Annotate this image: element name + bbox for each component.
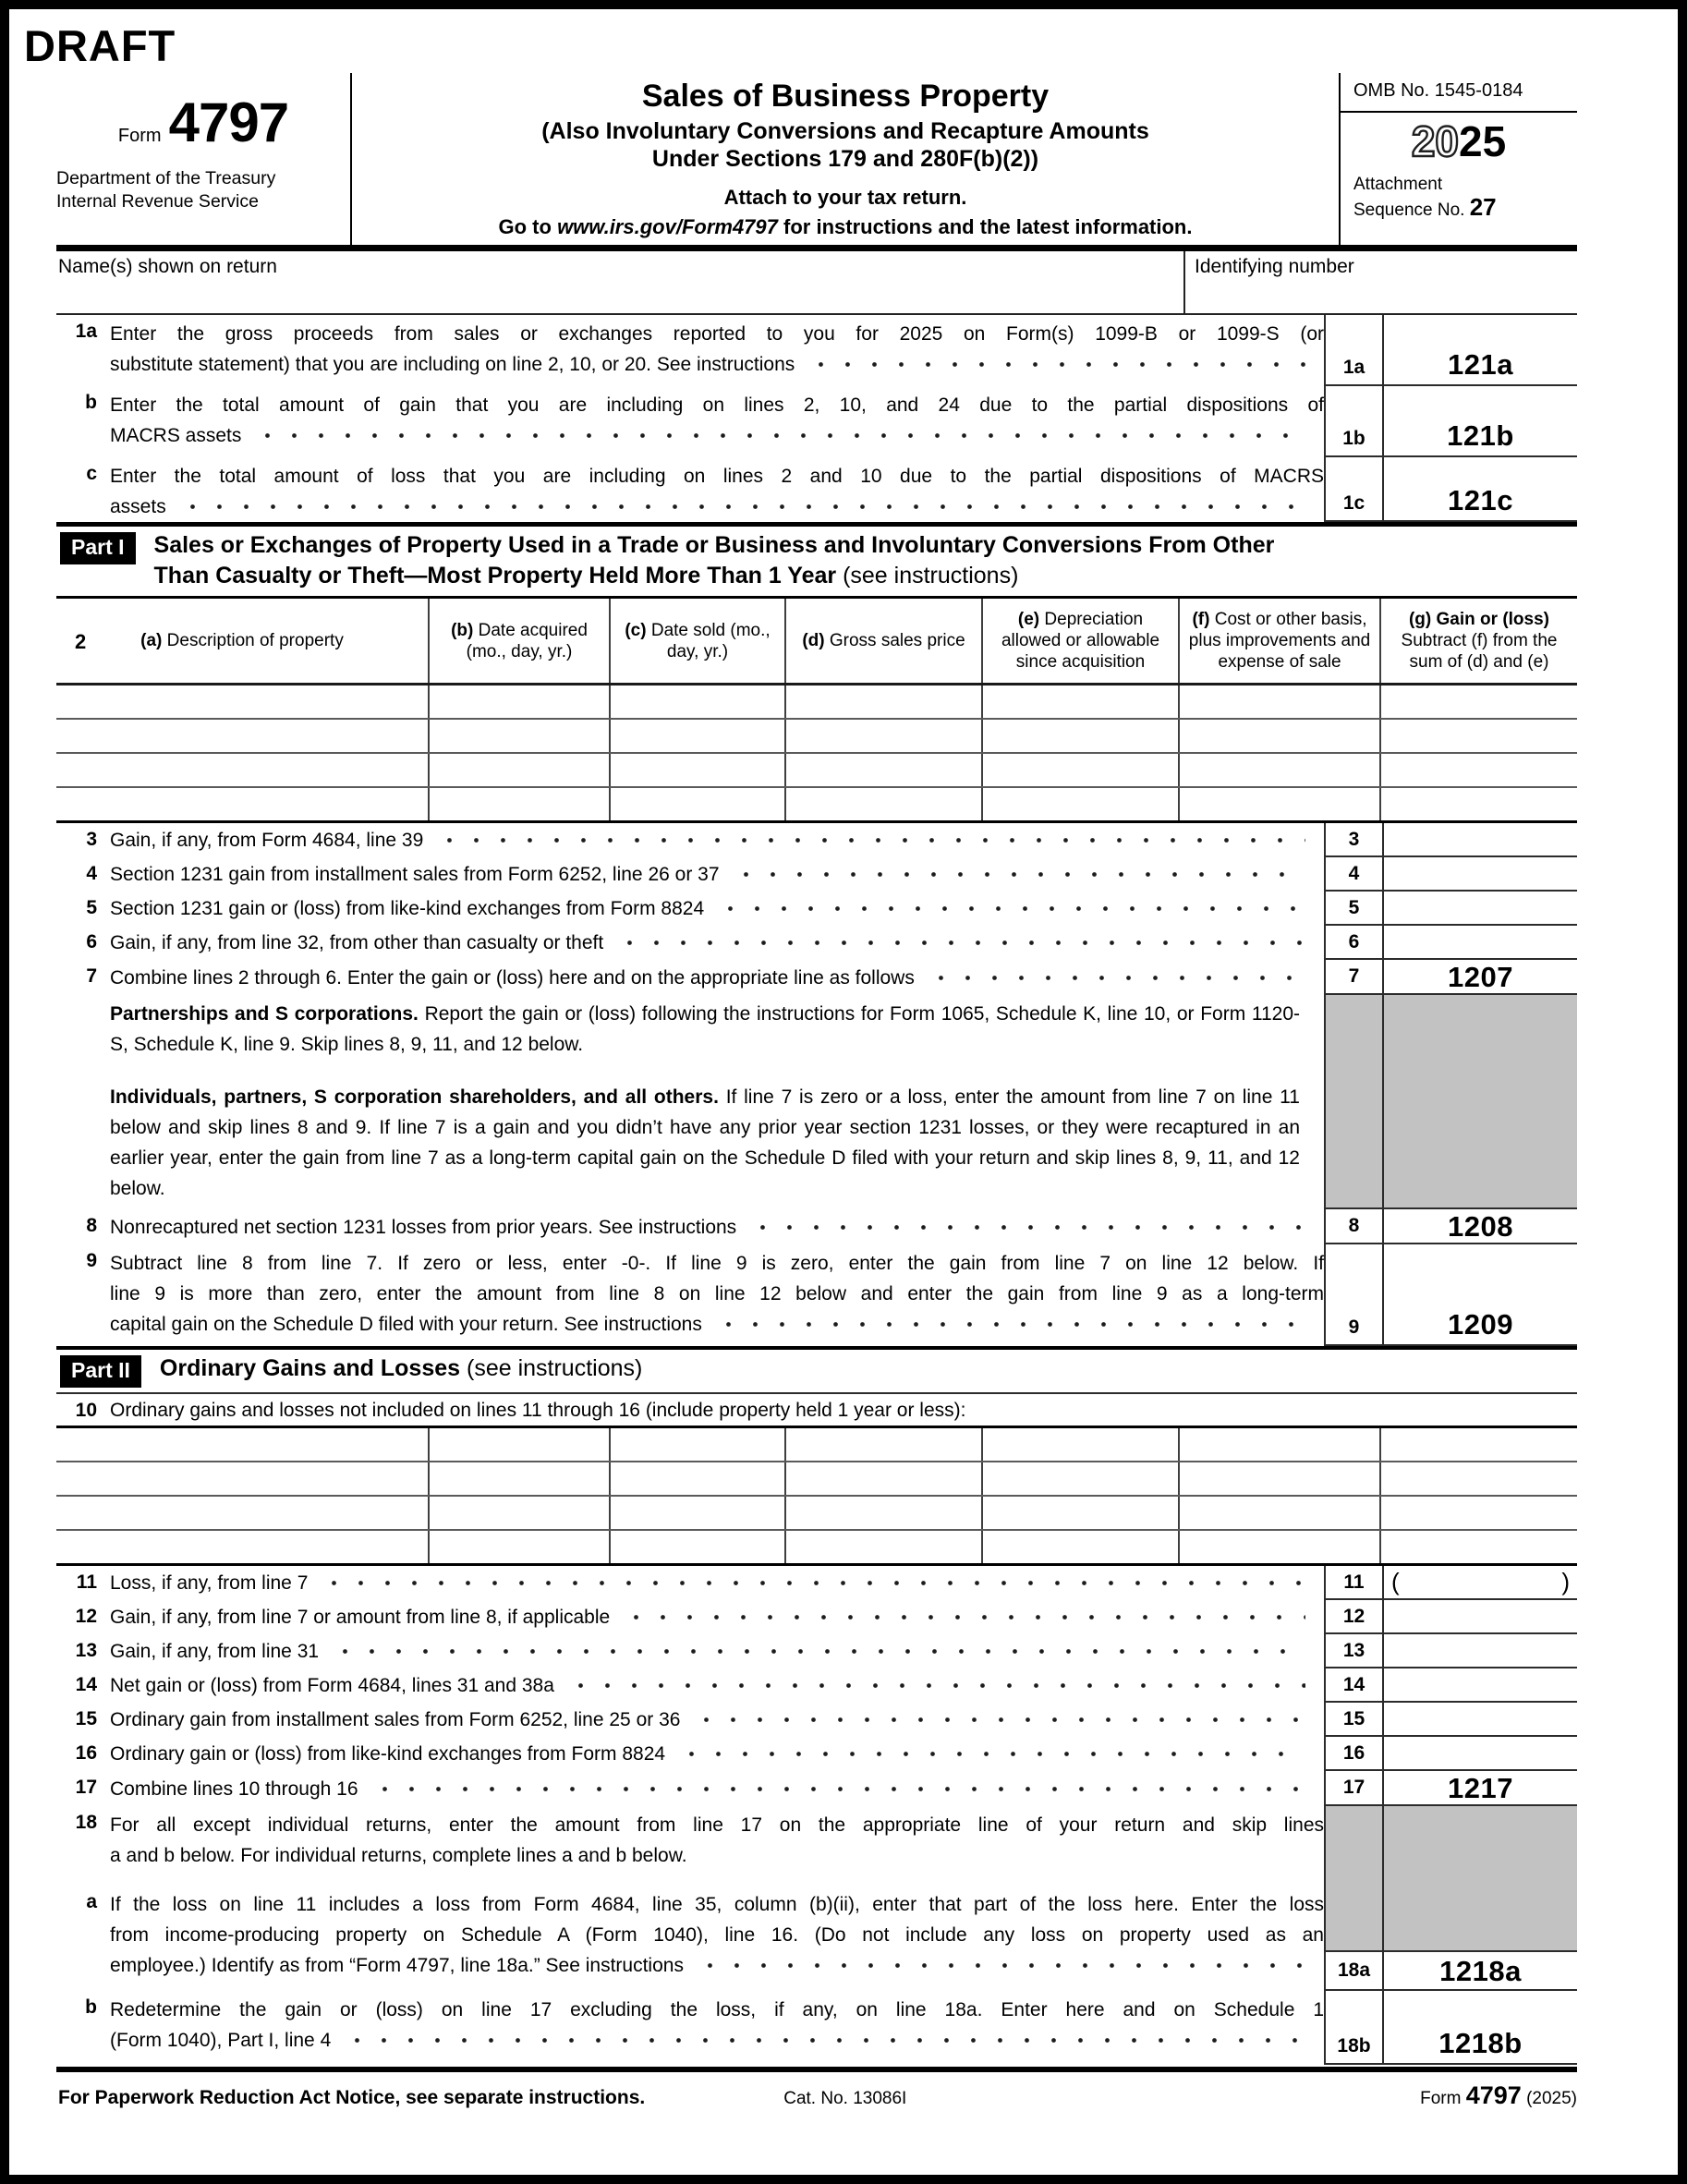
line-2-number: 2 (75, 629, 87, 653)
table-cell[interactable] (785, 1462, 982, 1496)
part1-table-header-row (56, 598, 1577, 685)
line-1c-box-label: 1c (1324, 457, 1382, 522)
part1-property-table (56, 596, 1577, 823)
table-cell[interactable] (982, 719, 1179, 753)
line-1a-text-1: Enter the gross proceeds from sales or exchanges reported to you for 2025 on Form(s) 1099-B or 1099-S (or (110, 323, 1324, 345)
table-cell[interactable] (429, 1530, 610, 1565)
dot-leader (715, 892, 1305, 926)
form-content (56, 73, 1577, 2110)
shaded-box (1382, 995, 1577, 1209)
part1-instruction-block (56, 995, 1577, 1209)
line-number: a (86, 1891, 97, 1912)
line-6-row (56, 926, 1577, 960)
line-16-row (56, 1737, 1577, 1771)
table-cell[interactable] (610, 1530, 785, 1565)
line-1c-text-1: Enter the total amount of loss that you are including on lines 2 and 10 due to the partial dispositions of MACRS (110, 466, 1324, 487)
table-cell[interactable] (610, 685, 785, 720)
line-7-text: Combine lines 2 through 6. Enter the gain or (loss) here and on the appropriate line as follows (110, 960, 1324, 995)
line-10-row (56, 1394, 1577, 1426)
table-cell[interactable] (785, 685, 982, 720)
line-3-text: Gain, if any, from Form 4684, line 39 (110, 823, 1324, 857)
line-number: 6 (86, 931, 97, 952)
table-cell[interactable] (785, 1427, 982, 1462)
shaded-box (1324, 1806, 1382, 1886)
part1-chip: Part I (60, 532, 136, 564)
line-4-amount-box[interactable] (1382, 857, 1577, 892)
line-1a-text-2: substitute statement) that you are including on line 2, 10, or 20. See instructions (110, 349, 1324, 380)
line-1a-value: 121a (1448, 348, 1513, 381)
line-1b-amount-box[interactable] (1382, 386, 1577, 457)
line-number: 7 (86, 965, 97, 987)
part1-table-row (56, 753, 1577, 787)
line-number: 14 (75, 1674, 97, 1695)
sequence-line (1353, 193, 1577, 222)
line-6-amount-box[interactable] (1382, 926, 1577, 960)
form-title-block (352, 73, 1339, 245)
line-16-box-label: 16 (1324, 1737, 1382, 1771)
line-12-box-label: 12 (1324, 1600, 1382, 1634)
table-cell[interactable] (429, 719, 610, 753)
dot-leader (342, 2025, 1305, 2056)
part1-title-line-2: Than Casualty or Theft—Most Property Held More Than 1 Year (see instructions) (153, 563, 1019, 588)
line-5-amount-box[interactable] (1382, 892, 1577, 926)
line-number: 10 (75, 1400, 97, 1421)
line-18a-box-label: 18a (1326, 1950, 1382, 1989)
table-cell[interactable] (982, 1530, 1179, 1565)
line-18b-value: 1218b (1438, 2027, 1523, 2059)
line-16-amount-box[interactable] (1382, 1737, 1577, 1771)
line-17-text: Combine lines 10 through 16 (110, 1771, 1324, 1806)
table-cell[interactable] (1179, 1530, 1380, 1565)
attach-note: Attach to your tax return. (723, 186, 967, 209)
dot-leader (926, 960, 1305, 995)
table-cell[interactable] (1380, 1530, 1577, 1565)
line-15-text: Ordinary gain from installment sales from Form 6252, line 25 or 36 (110, 1703, 1324, 1737)
table-cell[interactable] (1179, 685, 1380, 720)
line-1a-text (110, 315, 1324, 386)
line-1b-value: 121b (1447, 419, 1514, 452)
form-number-line (56, 91, 350, 153)
dot-leader (565, 1668, 1305, 1703)
table-cell[interactable] (56, 1462, 429, 1496)
line-18-intro-row (56, 1806, 1577, 1886)
part2-chip: Part II (60, 1355, 141, 1388)
line-1c-value: 121c (1448, 484, 1513, 516)
line-14-text: Net gain or (loss) from Form 4684, lines 31 and 38a (110, 1668, 1324, 1703)
dot-leader (747, 1209, 1305, 1244)
shaded-box (1384, 1886, 1577, 1950)
line-14-box-label: 14 (1324, 1668, 1382, 1703)
form-number-block (56, 73, 352, 245)
partnerships-paragraph: Partnerships and S corporations. Report the gain or (loss) following the instructions for Form 1065, Schedule K, line 10, or Form 1120-S, Schedule K, line 9. Skip lines 8, 9, 11, and 12 below. (110, 1003, 1300, 1055)
attachment-sequence (1341, 174, 1577, 227)
table-cell[interactable] (1179, 787, 1380, 822)
footer-form-id: Form 4797 (2025) (1420, 2081, 1577, 2109)
line-number: 4 (86, 863, 97, 884)
agency-lines (56, 167, 350, 213)
line-9-row (56, 1244, 1577, 1346)
line-5-row (56, 892, 1577, 926)
line-13-text: Gain, if any, from line 31 (110, 1634, 1324, 1668)
table-cell[interactable] (610, 1496, 785, 1530)
dot-leader (731, 857, 1305, 892)
line-6-text: Gain, if any, from line 32, from other than casualty or theft (110, 926, 1324, 960)
col-c-header: (c) Date sold (mo., day, yr.) (610, 598, 785, 685)
line-number: 15 (75, 1708, 97, 1729)
identifying-number-field[interactable] (1183, 251, 1577, 313)
line-18b-row (56, 1991, 1577, 2065)
tax-year-outline: 20 (1411, 117, 1459, 165)
omb-number: OMB No. 1545-0184 (1341, 73, 1577, 113)
form-word-label: Form (117, 126, 162, 146)
table-cell[interactable] (429, 685, 610, 720)
line-18a-amount-column (1382, 1886, 1577, 1991)
identity-row (56, 251, 1577, 315)
line-17-row (56, 1771, 1577, 1806)
line-13-amount-box[interactable] (1382, 1634, 1577, 1668)
form-footer (56, 2067, 1577, 2110)
line-10-text: Ordinary gains and losses not included on lines 11 through 16 (include property held 1 year or less): (110, 1399, 966, 1421)
dot-leader (330, 1634, 1305, 1668)
table-cell[interactable] (1179, 1496, 1380, 1530)
table-cell[interactable] (785, 1496, 982, 1530)
line-15-box-label: 15 (1324, 1703, 1382, 1737)
table-cell[interactable] (785, 719, 982, 753)
dot-leader (177, 491, 1305, 522)
table-cell[interactable] (982, 685, 1179, 720)
table-cell[interactable] (429, 1462, 610, 1496)
line-6-box-label: 6 (1324, 926, 1382, 960)
identifying-number-label: Identifying number (1195, 256, 1354, 277)
part2-property-table (56, 1426, 1577, 1566)
line-1a-amount-box[interactable] (1382, 315, 1577, 386)
part2-table-row (56, 1496, 1577, 1530)
line-number: 1a (75, 321, 97, 342)
table-cell[interactable] (429, 753, 610, 787)
line-5-box-label: 5 (1324, 892, 1382, 926)
table-cell[interactable] (1380, 1462, 1577, 1496)
line-8-text: Nonrecaptured net section 1231 losses from prior years. See instructions (110, 1209, 1324, 1244)
part1-header-bar (56, 522, 1577, 596)
table-cell[interactable] (982, 1496, 1179, 1530)
col-b-header: (b) Date acquired (mo., day, yr.) (429, 598, 610, 685)
line-17-value: 1217 (1448, 1771, 1513, 1804)
agency-line-1: Department of the Treasury (56, 168, 276, 188)
line-1b-text-1: Enter the total amount of gain that you are including on lines 2, 10, and 24 due to the partial dispositions of (110, 394, 1324, 416)
line-12-row (56, 1600, 1577, 1634)
line-13-row (56, 1634, 1577, 1668)
table-cell[interactable] (785, 1530, 982, 1565)
line-18a-row (56, 1886, 1577, 1991)
attachment-label: Attachment (1353, 175, 1443, 194)
line-1a-row (56, 315, 1577, 386)
table-cell[interactable] (982, 1427, 1179, 1462)
table-cell[interactable] (1380, 753, 1577, 787)
dot-leader (713, 1309, 1305, 1340)
tax-year-solid: 25 (1459, 117, 1507, 165)
part2-header-bar (56, 1346, 1577, 1394)
table-cell[interactable] (1179, 1427, 1380, 1462)
line-18b-box-label: 18b (1324, 1991, 1382, 2065)
spacer (56, 995, 110, 1209)
dot-leader (806, 349, 1305, 380)
table-cell[interactable] (56, 1530, 429, 1565)
dot-leader (695, 1950, 1305, 1981)
form-number: 4797 (168, 91, 289, 153)
table-cell[interactable] (1179, 753, 1380, 787)
table-cell[interactable] (56, 1496, 429, 1530)
line-9-amount-box[interactable] (1382, 1244, 1577, 1346)
line-4-text: Section 1231 gain from installment sales from Form 6252, line 26 or 37 (110, 857, 1324, 892)
form-title: Sales of Business Property (641, 79, 1050, 114)
col-d-header: (d) Gross sales price (785, 598, 982, 685)
line-3-box-label: 3 (1324, 823, 1382, 857)
dot-leader (370, 1771, 1305, 1806)
dot-leader (434, 823, 1305, 857)
table-cell[interactable] (1380, 719, 1577, 753)
line-1c-text (110, 457, 1324, 522)
form-subtitle (361, 117, 1329, 173)
table-cell[interactable] (1380, 787, 1577, 822)
line-number: 16 (75, 1742, 97, 1764)
table-cell[interactable] (1380, 1496, 1577, 1530)
part1-table-row (56, 787, 1577, 822)
line-7-box-label: 7 (1324, 960, 1382, 995)
table-cell[interactable] (982, 1462, 1179, 1496)
line-3-row (56, 823, 1577, 857)
line-11-amount-box[interactable] (1382, 1566, 1577, 1600)
dot-leader (614, 926, 1305, 960)
agency-line-2: Internal Revenue Service (56, 191, 259, 212)
line-1b-row (56, 386, 1577, 457)
partnerships-lead: Partnerships and S corporations. (110, 1003, 419, 1025)
sequence-number: 27 (1469, 193, 1497, 221)
line-11-text: Loss, if any, from line 7 (110, 1566, 1324, 1600)
line-17-box-label: 17 (1324, 1771, 1382, 1806)
table-cell[interactable] (1179, 719, 1380, 753)
table-cell[interactable] (56, 787, 429, 822)
dot-leader (319, 1566, 1305, 1600)
paperwork-notice: For Paperwork Reduction Act Notice, see separate instructions. (58, 2087, 646, 2108)
line-number: b (85, 1996, 97, 2018)
line-9-box-label: 9 (1324, 1244, 1382, 1346)
line-18b-text: Redetermine the gain or (loss) on line 17 excluding the loss, if any, on line 18a. Enter here and on Schedule 1 (Form 1040), Part I, line 4 (110, 1991, 1324, 2065)
table-cell[interactable] (56, 685, 429, 720)
table-cell[interactable] (610, 1427, 785, 1462)
line-9-text: Subtract line 8 from line 7. If zero or less, enter -0-. If line 9 is zero, enter the gain from line 7 on line 12 below. If line 9 is more than zero, enter the amount from line 8 on line 12 below and enter the gain from line 9 as a long-term capital gain on the Schedule D filed with your return. See instructions (110, 1244, 1324, 1346)
table-cell[interactable] (1179, 1462, 1380, 1496)
shaded-box (1326, 1886, 1382, 1950)
table-cell[interactable] (429, 1496, 610, 1530)
table-cell[interactable] (785, 787, 982, 822)
table-cell[interactable] (429, 787, 610, 822)
line-number: 11 (76, 1571, 97, 1593)
line-8-value: 1208 (1448, 1209, 1513, 1243)
part1-table-row (56, 719, 1577, 753)
table-cell[interactable] (982, 753, 1179, 787)
part2-title: Ordinary Gains and Losses (see instructions) (159, 1355, 643, 1381)
line-5-text: Section 1231 gain or (loss) from like-kind exchanges from Form 8824 (110, 892, 1324, 926)
line-4-row (56, 857, 1577, 892)
line-number: c (86, 463, 97, 484)
draft-watermark: DRAFT (24, 21, 176, 70)
paren-open: ( (1391, 1568, 1400, 1596)
sequence-label: Sequence No. (1353, 200, 1465, 220)
line-11-row (56, 1566, 1577, 1600)
table-cell[interactable] (56, 753, 429, 787)
line-18a-amount-box[interactable] (1384, 1950, 1577, 1989)
goto-prefix: Go to (498, 215, 552, 238)
line-8-row (56, 1209, 1577, 1244)
name-label: Name(s) shown on return (58, 256, 277, 277)
line-number: 8 (86, 1215, 97, 1236)
table-cell[interactable] (1380, 685, 1577, 720)
line-1b-text (110, 386, 1324, 457)
line-number: 5 (86, 897, 97, 918)
table-cell[interactable] (610, 753, 785, 787)
form-subtitle-line-2: Under Sections 179 and 280F(b)(2)) (651, 146, 1039, 172)
line-14-amount-box[interactable] (1382, 1668, 1577, 1703)
part1-table-row (56, 685, 1577, 720)
line-number: 3 (86, 829, 97, 850)
part1-paragraphs (110, 995, 1324, 1209)
dot-leader (252, 420, 1305, 451)
table-cell[interactable] (56, 719, 429, 753)
table-cell[interactable] (610, 1462, 785, 1496)
line-3-amount-box[interactable] (1382, 823, 1577, 857)
col-g-header: (g) Gain or (loss) Subtract (f) from the sum of (d) and (e) (1380, 598, 1577, 685)
col-f-header: (f) Cost or other basis, plus improvements and expense of sale (1179, 598, 1380, 685)
tax-year (1341, 117, 1577, 165)
goto-suffix: for instructions and the latest information. (783, 215, 1193, 238)
individuals-paragraph: Individuals, partners, S corporation shareholders, and all others. If line 7 is zero or a loss, enter the amount from line 7 on line 11 below and skip lines 8 and 9. If line 7 is a gain and you didn’t have any prior year section 1231 losses, or they were recaptured in an earlier year, enter the gain from line 7 as a long-term capital gain on the Schedule D filed with your return and skip lines 8, 9, 11, and 12 below. (110, 1086, 1300, 1199)
dot-leader (676, 1737, 1305, 1771)
line-13-box-label: 13 (1324, 1634, 1382, 1668)
line-number: 9 (86, 1250, 97, 1271)
name-field[interactable] (56, 251, 1183, 313)
line-12-text: Gain, if any, from line 7 or amount from line 8, if applicable (110, 1600, 1324, 1634)
line-7-value: 1207 (1448, 960, 1513, 993)
line-14-row (56, 1668, 1577, 1703)
dot-leader (621, 1600, 1305, 1634)
col-a-header: 2 (a) Description of property (56, 598, 429, 685)
table-cell[interactable] (982, 787, 1179, 822)
part1-title (154, 530, 1275, 591)
table-cell[interactable] (56, 1427, 429, 1462)
form-header (56, 73, 1577, 251)
omb-block (1339, 73, 1577, 245)
line-16-text: Ordinary gain or (loss) from like-kind exchanges from Form 8824 (110, 1737, 1324, 1771)
line-17-amount-box[interactable] (1382, 1771, 1577, 1806)
line-number: 13 (75, 1640, 97, 1661)
col-e-header: (e) Depreciation allowed or allowable since acquisition (982, 598, 1179, 685)
part2-table-row (56, 1530, 1577, 1565)
dot-leader (691, 1703, 1305, 1737)
table-cell[interactable] (610, 787, 785, 822)
line-4-box-label: 4 (1324, 857, 1382, 892)
line-8-box-label: 8 (1324, 1209, 1382, 1244)
line-1c-text-2: assets (110, 491, 1324, 522)
line-7-amount-box[interactable] (1382, 960, 1577, 995)
paren-close: ) (1561, 1568, 1570, 1596)
part2-table-row (56, 1427, 1577, 1462)
catalog-number: Cat. No. 13086I (783, 2089, 907, 2108)
line-18a-value: 1218a (1439, 1954, 1522, 1987)
line-1c-row (56, 457, 1577, 522)
line-number: 12 (75, 1606, 97, 1627)
line-1b-box-label: 1b (1324, 386, 1382, 457)
goto-line (361, 215, 1329, 239)
form-subtitle-line-1: (Also Involuntary Conversions and Recapture Amounts (541, 118, 1149, 144)
line-18a-text: If the loss on line 11 includes a loss from Form 4684, line 35, column (b)(ii), enter that part of the loss here. Enter the loss from income-producing property on Schedule A (Form 1040), line 16. (Do not include any loss on property used as an employee.) Identify as from “Form 4797, line 18a.” See instructions (110, 1886, 1324, 1991)
line-11-box-label: 11 (1324, 1566, 1382, 1600)
line-18-intro-text: For all except individual returns, enter the amount from line 17 on the appropriate line of your return and skip lines a and b below. For individual returns, complete lines a and b below. (110, 1814, 1324, 1866)
line-18b-amount-box[interactable] (1382, 1991, 1577, 2065)
shaded-box (1382, 1806, 1577, 1886)
table-cell[interactable] (785, 753, 982, 787)
line-1c-amount-box[interactable] (1382, 457, 1577, 522)
shaded-box (1324, 995, 1382, 1209)
irs-url[interactable]: www.irs.gov/Form4797 (557, 215, 778, 238)
line-8-amount-box[interactable] (1382, 1209, 1577, 1244)
line-number: 17 (75, 1777, 97, 1798)
table-cell[interactable] (610, 719, 785, 753)
part1-title-line-1: Sales or Exchanges of Property Used in a Trade or Business and Involuntary Conversions From Other (153, 532, 1275, 558)
line-18a-box-column (1324, 1886, 1382, 1991)
table-cell[interactable] (1380, 1427, 1577, 1462)
line-7-row (56, 960, 1577, 995)
line-1a-box-label: 1a (1324, 315, 1382, 386)
line-number: 18 (75, 1812, 97, 1833)
part1-see-instructions: (see instructions) (843, 563, 1019, 588)
table-cell[interactable] (429, 1427, 610, 1462)
line-15-row (56, 1703, 1577, 1737)
line-9-value: 1209 (1448, 1308, 1513, 1341)
line-12-amount-box[interactable] (1382, 1600, 1577, 1634)
line-1b-text-2: MACRS assets (110, 420, 1324, 451)
line-15-amount-box[interactable] (1382, 1703, 1577, 1737)
line-number: b (85, 392, 97, 413)
part2-table-row (56, 1462, 1577, 1496)
part2-see-instructions: (see instructions) (467, 1355, 643, 1381)
individuals-lead: Individuals, partners, S corporation shareholders, and all others. (110, 1086, 719, 1108)
